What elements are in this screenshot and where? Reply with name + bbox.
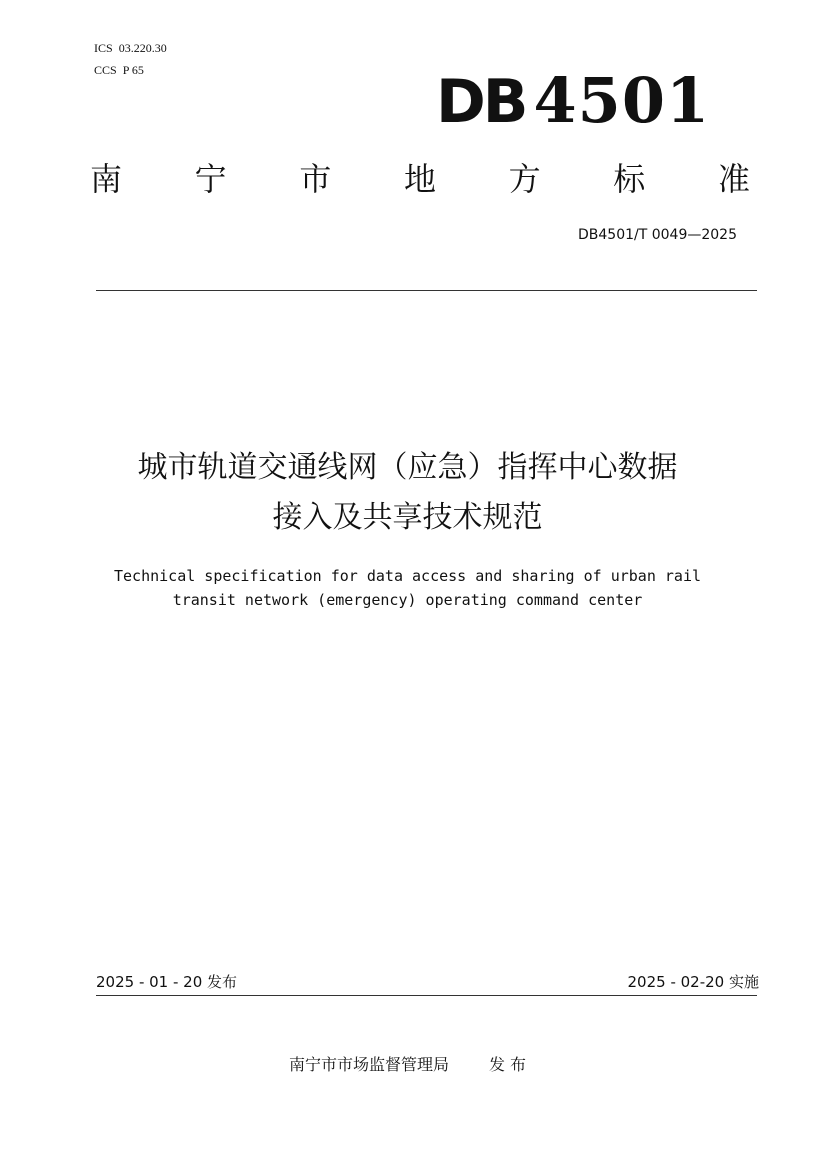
standard-type-heading <box>90 158 750 200</box>
document-title-en <box>60 564 755 612</box>
ics-classification <box>94 41 167 55</box>
issuer-action: 发 布 <box>488 1055 527 1074</box>
document-title-cn <box>60 443 755 543</box>
standard-logo <box>436 64 711 137</box>
standard-type-char: 地 <box>403 160 436 198</box>
top-divider <box>96 290 757 291</box>
ics-code: 03.220.30 <box>118 41 167 55</box>
implement-date: 2025 - 02-20 实施 <box>627 973 759 991</box>
issuing-authority <box>0 1054 815 1076</box>
ccs-label: CCS <box>94 63 117 77</box>
bottom-divider <box>96 995 757 996</box>
title-line-1: 城市轨道交通线网（应急）指挥中心数据 <box>137 450 678 485</box>
standard-type-char: 标 <box>613 160 646 198</box>
standard-type-char: 准 <box>717 160 750 198</box>
en-title-line-2: transit network (emergency) operating command center <box>172 591 643 609</box>
standard-logo-prefix: DB <box>436 67 526 137</box>
standard-logo-number: 4501 <box>533 64 711 137</box>
title-line-2: 接入及共享技术规范 <box>272 500 543 535</box>
ccs-classification <box>94 63 144 77</box>
ics-label: ICS <box>94 41 113 55</box>
standard-type-char: 南 <box>90 160 123 198</box>
ccs-code: P 65 <box>122 63 144 77</box>
standard-type-char: 宁 <box>194 160 227 198</box>
issuer-name: 南宁市市场监督管理局 <box>288 1055 449 1074</box>
standard-type-char: 方 <box>508 160 541 198</box>
en-title-line-1: Technical specification for data access and sharing of urban rail <box>114 567 701 585</box>
standard-type-char: 市 <box>299 160 332 198</box>
publish-date: 2025 - 01 - 20 发布 <box>96 973 238 991</box>
standard-code: DB4501/T 0049—2025 <box>578 227 737 243</box>
